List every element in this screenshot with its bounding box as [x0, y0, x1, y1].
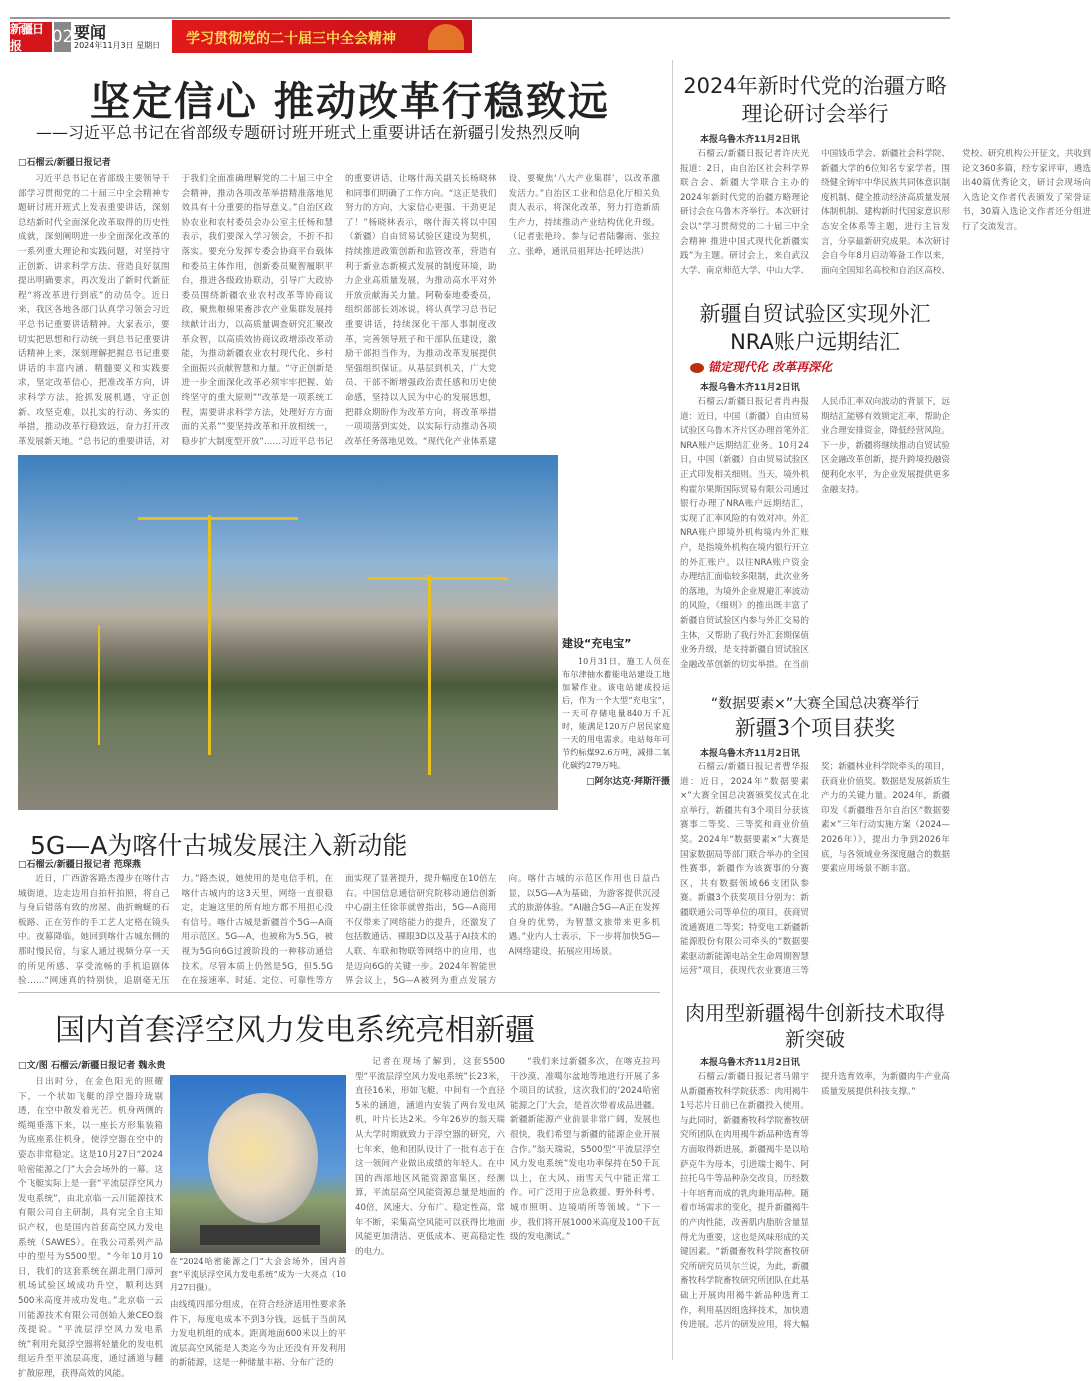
issue-date: 2024年11月3日 星期日	[74, 41, 161, 50]
right2-dateline: 本报乌鲁木齐11月2日讯	[700, 383, 800, 393]
right1-dateline: 本报乌鲁木齐11月2日讯	[700, 135, 800, 145]
photo-title: 建设“充电宝”	[562, 637, 632, 650]
right1-body: 石榴云/新疆日报记者许庆光报道：2日，由自治区社会科学界联合会、新疆大学联合主办的2024年新时代党的治疆方略理论研讨会在乌鲁木齐举行。本次研讨会以“学习贯彻党的二十届三中全会精神 推进中国式现代化新疆实践”为主题。研讨会上，来自武汉大学、南京师范大学、中山大学、中国钱币学会、新疆社会科学院、新疆大学的6位知名专家学者，围绕健全铸牢中华民族共同体意识制度机制、健全推动经济高质量发展体制机制、建构新时代国家意识形态安全体系等主题，进行主旨发言，分享最新研究成果。本次研讨会自今年8月启动筹备工作以来，面向全国知名高校和自治区高校、党校、研究机构公开征文，共收到论文360多篇，经专家评审，遴选出40篇优秀论文，研讨会现场向入选论文作者代表颁发了荣誉证书，30篇入选论文作者还分组进行了交流发言。	[680, 149, 1091, 276]
aerostat-body-col1: 日出时分，在金色阳光的照耀下，一个状如飞艇的浮空器玲珑剔透，在空中散发着光芒。机身两侧的缆绳垂落下来，以一座长方形集装箱为底座系住机身，使浮空器在空中的姿态非常稳定。这是10月27日“2024哈密能源之门”大会会场外的一幕。这个飞艇实际上是一套“平流层浮空风力发电系统”，由北京临一云川能源技术有限公司自主研制，具有完全自主知识产权，也是国内首套高空风力发电系统（SAWES）。在我公司系列产品中的型号为S500型。“今年10月10日，我们的这套系统在湖北荆门漳河机场试验区域成功升空，顺利达到500米高度并成功发电。”北京临一云川能源技术有限公司创始人兼CEO翁茂提说。“平流层浮空风力发电系统”利用充氦浮空器将轻量化的发电机组运升至平流层高度，通过涵道与翻扩散原理，获得高效的风能。	[18, 1077, 163, 1379]
right3-headline: 新疆3个项目获奖	[734, 716, 896, 740]
right2-body: 石榴云/新疆日报记者肖冉报道：近日，中国（新疆）自由贸易试验区乌鲁木齐片区办理首笔外汇NRA账户远期结汇业务。10月24日，中国（新疆）自由贸易试验区正式印发相关细则。当天，境外机构霍尔果斯国际贸易有限公司通过银行办理了NRA账户远期结汇，实现了汇率风险的有效对冲。外汇NRA账户即境外机构境内外汇账户，是指境外机构在境内银行开立的外汇账户。以往NRA账户资金办理结汇面临较多限制，此次业务的落地，为境外企业规避汇率波动的风险，《细则》的推出既丰富了新疆自贸试验区内参与外汇交易的主体，又帮助了我行外汇套期保值业务升级，是支持新疆自贸试验区金融改革创新的切实举措。在当前人民币汇率双向波动的背景下，远期结汇能够有效锁定汇率，帮助企业合理安排资金，降低经营风险。下一步，新疆将继续推动自贸试验区金融改革创新，提升跨境投融资便利化水平，为企业发展提供更多金融支持。	[680, 397, 950, 670]
page-number: 02	[54, 22, 71, 52]
photo-caption-box	[562, 635, 670, 787]
aerostat-body-col4: “我们来过新疆多次，在喀克拉玛干沙漠、准噶尔盆地等地进行开展了多个项目的试验，这次我们的‘2024哈密能源之门’大会，是首次带着成品进疆。新疆新能源产业前景非常广阔，发展也很快，我们希望与新疆的能源企业开展合作。”翁天瑞说，S500型“平流层浮空风力发电系统”发电功率保持在50千瓦以上，在大风、雨雪天气中能正常工作。可广泛用于应急救援、野外科考、城市照明、边境哨所等领域。“下一步，我们将开展1000米高度及100千瓦级的发电测试。”	[510, 1057, 660, 1243]
column-divider	[672, 60, 673, 1360]
newspaper-logo: 新疆日报	[10, 22, 52, 52]
lead-headline: 坚定信心 推动改革行稳致远	[90, 79, 610, 125]
construction-photo	[18, 455, 558, 810]
section-title: 要闻	[74, 23, 107, 42]
banner-text: 学习贯彻党的二十届三中全会精神	[186, 31, 396, 47]
theme-banner	[172, 20, 472, 53]
divider	[18, 992, 660, 993]
fiveg-headline: 5G—A为喀什古城发展注入新动能	[30, 831, 408, 860]
right3-kicker: “数据要素×”大赛全国总决赛举行	[710, 696, 920, 712]
column-tag: 锚定现代化 改革再深化	[690, 358, 832, 375]
fiveg-body: 近日，广西游客路杰漫步在喀什古城街道，边走边用自拍杆拍照，将自己与身后错落有致的房屋、曲折蜿蜒的石板路、正在劳作的手工艺人定格在镜头中。夜幕降临，她回到喀什古城东侧的那时慢民宿，与家人通过视频分享一天的所见所感、享受流畅的手机追剧体验……“网速真的特别快，追剧毫无压力。”路杰说，她使用的是电信手机，在喀什古城内的这3天里，网络一直很稳定，走遍这里的所有地方都不用担心没有信号。喀什古城是新疆首个5G—A商用示范区。5G—A，也被称为5.5G，被视为5G向6G过渡阶段的一种移动通信技术。尽管本质上仍然是5G，但5.5G在在接速率、时延、定位、可靠性等方面实现了显著提升，提升幅度在10倍左右。中国信息通信研究院移动通信创新中心副主任徐菲就曾指出，5G—A商用不仅带来了网络能力的提升，还激发了包括数通话、裸眼3D以及基于AI技术的人联、车联和物联等网络中的应用，也是迈向6G的关键一步。2024年智能世界会议上，5G—A被列为重点发展方向。喀什古城的示范区作用也日益凸显，以5G—A为基础，为游客提供沉浸式的旅游体验。“AI融合5G—A正在发挥自身的优势，为智慧文旅带来更多机遇。”业内人士表示，下一步将加快5G—A网络建设，拓展应用场景。	[18, 874, 660, 987]
tiananmen-icon	[428, 24, 464, 50]
aerostat-headline: 国内首套浮空风力发电系统亮相新疆	[55, 1013, 535, 1048]
right2-headline: 新疆自贸试验区实现外汇NRA账户远期结汇	[699, 302, 931, 354]
lead-subhead: ——习近平总书记在省部级专题研讨班开班式上重要讲话在新疆引发热烈反响	[36, 123, 581, 142]
right4-headline: 肉用型新疆褐牛创新技术取得新突破	[685, 1001, 945, 1051]
aerostat-body-col3: 记者在现场了解到，这套S500型“平流层浮空风力发电系统”长23米，直径16米，形如飞艇，中间有一个直径5米的涵道，涵道内安装了两台发电风机，叶片长达2米。今年26岁的翁天瑞从大学时期就致力于浮空器的研究，六七年来，他和团队设计了一批有志于在这一领间产业做出成绩的年轻人。在中国的西部地区风能资源富集区，经测算，平流层高空风能资源总量是地面的40倍，风速大、分布广、稳定性高，常年不断，采集高空风能可以获得比地面风能更加清洁、更低成本、更高稳定性的电力。	[355, 1057, 505, 1257]
aerostat-byline: □文/图 石榴云/新疆日报记者 魏永贵	[18, 1061, 166, 1071]
photo-caption: 10月31日，施工人员在布尔津抽水蓄能电站建设工地加紧作业。该电站建成投运后，作为一个大型“充电宝”，一天可存储电量840万千瓦时，能满足120万户居民家庭一天的用电需求。电站每年可节约标煤92.6万吨，减排二氧化碳约279万吨。	[562, 657, 670, 770]
aerostat-body-col2: 由线缆四部分组成，在符合经济适用性要求条件下，每度电成本不到3分钱，远低于当前风力发电机组的成本。距离地面600米以上的平流层高空风能是人类迄今为止还没有开发利用的新能源，这是一种储量丰裕、分布广泛的	[170, 1300, 346, 1369]
aerostat-caption: 在“2024哈密能源之门”大会会场外，国内首套“平流层浮空风力发电系统”成为一大亮点（10月27日摄）。	[170, 1257, 346, 1292]
fiveg-byline: □石榴云/新疆日报记者 范琛燕	[18, 860, 141, 870]
lead-byline: □石榴云/新疆日报记者	[18, 158, 111, 168]
lead-body: 习近平总书记在省部级主要领导干部学习贯彻党的二十届三中全会精神专题研讨班开班式上发表重要讲话，深刻总结新时代全面深化改革取得的历史性成就，深刻阐明进一步全面深化改革的一系列重大理论和实践问题，对坚持守正创新、讲求科学方法、营造良好氛围提出明确要求，再次发出了新时代新征程“将改革进行到底”的动员令。近日来，我区各地各部门认真学习领会习近平总书记重要讲话精神。大家表示，要切实把思想和行动统一到总书记重要讲话精神上来，深刻理解把握总书记重要讲话的丰富内涵、精髓要义和实践要求，坚定改革信心，把准改革方向，讲求科学方法，抢抓发展机遇，守正创新、攻坚克难，以扎实的行动、务实的举措，推动改革行稳致远，奋力打开改革发展新天地。“总书记的重要讲话，对于我们全面准确理解党的二十届三中全会精神，推动各项改革举措精准落地见效具有十分重要的指导意义。”自治区政协农业和农村委员会办公室主任杨和慧表示，我们要深入学习领会，不折不扣落实。要充分发挥专委会协商平台载体和委员主体作用，创新委员聚智履职平台，推进各级政协联动，引导广大政协委员围绕新疆农业农村改革等协商议政，聚焦粮棉果畜涉农产业集群发展持续献计出力，以高质量调查研究汇聚改革众智，以高质效协商议政增添改革动能，为推动新疆农业农村现代化、乡村全面振兴贡献智慧和力量。“守正创新是进一步全面深化改革必须牢牢把握、始终坚守的重大原则”“改革是一项系统工程，需要讲求科学方法，处理好方方面面的关系”“要坚持改革和开放相统一，稳步扩大制度型开放”……习近平总书记的重要讲话，让喀什海关副关长杨晓林和同事们明确了工作方向。“这正是我们努力的方向，大家信心更强、干劲更足了！”杨晓林表示，喀什海关将以中国（新疆）自由贸易试验区建设为契机，持续推进政策创新和监管改革，营造有利于新业态新模式发展的制度环境，助力企业高质量发展，为推动高水平对外开放贡献海关力量。阿勒泰地委委员，组织部部长刘冰说，将认真学习总书记重要讲话，持续深化干部人事制度改革，完善领导班子和干部队伍建设，激励干部担当作为，为推动改革发展提供坚强组织保证。从基层到机关，广大党员、干部不断增强政治责任感和历史使命感，坚持以人民为中心的发展思想，把群众期盼作为改革方向，将改革举措一项项落到实处，以实际行动推动各项改革任务落地见效。“现代化产业体系建设，要聚焦‘八大产业集群’，以改革激发活力。”自治区工业和信息化厅相关负责人表示，将深化改革，努力打造新质生产力，持续推动产业结构优化升级。（记者张艳玲、参与记者陆馨雨、张拉立、张峥，通讯员祖拜达·托呼达洪）	[18, 174, 660, 447]
top-rule	[10, 17, 950, 19]
aerostat-photo	[170, 1075, 346, 1253]
right4-dateline: 本报乌鲁木齐11月2日讯	[700, 1058, 800, 1068]
right3-dateline: 本报乌鲁木齐11月2日讯	[700, 749, 800, 759]
right4-body: 石榴云/新疆日报记者马鼎宇从新疆畜牧科学院获悉：肉用褐牛1号芯片日前已在新疆投入使用。与此同时，新疆畜牧科学院畜牧研究所团队在肉用褐牛新品种选育等方面取得新进展。新疆褐牛是以哈萨克牛为母本，引进瑞士褐牛、阿拉托乌牛等品种杂交改良，历经数十年培育而成的乳肉兼用品种。随着市场需求的变化，提升新疆褐牛的产肉性能，改善肌内脂肪含量显得尤为重要，这也是风味形成的关键因素。“新疆畜牧科学院畜牧研究所研究员贝尔兰说，为此，新疆畜牧科学院畜牧研究所团队在此基础上开展肉用褐牛新品种选育工作，利用基因组选择技术，加快遗传进展。芯片的研发应用，将大幅提升选育效率，为新疆肉牛产业高质量发展提供科技支撑。”	[680, 1072, 950, 1331]
right1-headline: 2024年新时代党的治疆方略理论研讨会举行	[683, 74, 947, 126]
photo-credit: □阿尔达克·拜斯汗摄	[586, 777, 670, 787]
right3-body: 石榴云/新疆日报记者曹华报道：近日，2024年“数据要素×”大赛全国总决赛颁奖仪式在北京举行，新疆共有3个项目分获该赛事二等奖、三等奖和商业价值奖。2024年“数据要素×”大赛是国家数据局等部门联合举办的全国性赛事，新疆作为该赛事的分赛区，共有数据领域66支团队参赛。新疆3个获奖项目分别为：新疆联通公司等单位的项目，获商贸流通赛道二等奖；特变电工新疆新能源股份有限公司牵头的“数据要素驱动新能源电站全生命周期智慧运营”项目，获现代农业赛道三等奖；新疆林业科学院牵头的项目，获商业价值奖。数据是发展新质生产力的关键力量。2024年，新疆印发《新疆维吾尔自治区“数据要素×”三年行动实施方案（2024—2026年）》，提出力争到2026年底，与各领域业务深度融合的数据要素应用场景不断丰富。	[680, 762, 950, 977]
